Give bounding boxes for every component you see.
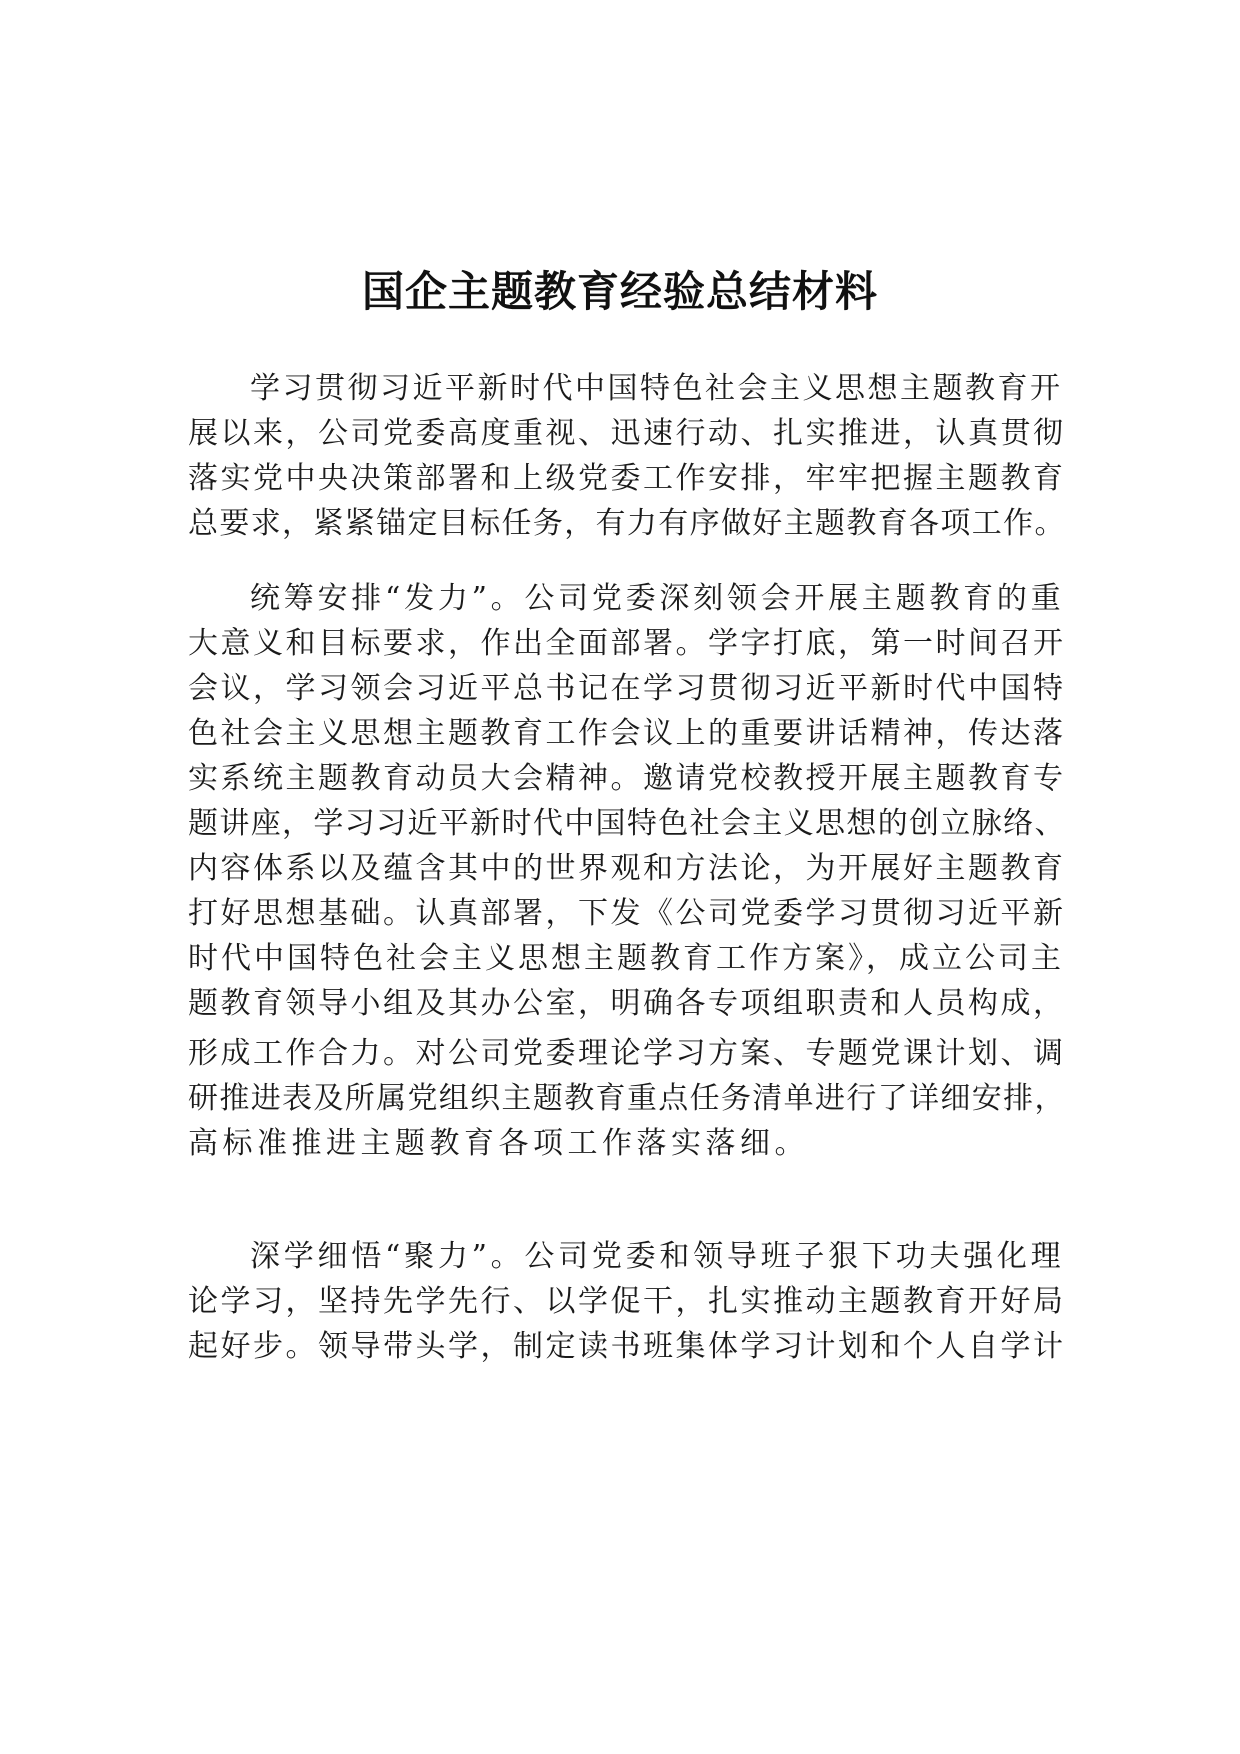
- paragraph-line: 总要求，紧紧锚定目标任务，有力有序做好主题教育各项工作。: [188, 506, 1066, 541]
- paragraph-line: 统筹安排“发力”。公司党委深刻领会开展主题教育的重: [250, 581, 1065, 616]
- paragraph-line: 学习贯彻习近平新时代中国特色社会主义思想主题教育开: [250, 371, 1063, 406]
- paragraph-line: 内容体系以及蕴含其中的世界观和方法论，为开展好主题教育: [188, 851, 1066, 886]
- paragraph-overall-planning: [188, 576, 1068, 1166]
- paragraph-intro: [188, 366, 1068, 546]
- paragraph-line: 起好步。领导带头学，制定读书班集体学习计划和个人自学计: [188, 1329, 1066, 1364]
- paragraph-line: 题教育领导小组及其办公室，明确各专项组职责和人员构成，: [188, 986, 1066, 1021]
- document-title: 国企主题教育经验总结材料: [361, 267, 878, 316]
- paragraph-deep-study: [188, 1234, 1068, 1369]
- paragraph-line: 题讲座，学习习近平新时代中国特色社会主义思想的创立脉络、: [188, 806, 1066, 841]
- paragraph-line: 会议，学习领会习近平总书记在学习贯彻习近平新时代中国特: [188, 671, 1066, 706]
- paragraph-line: 形成工作合力。对公司党委理论学习方案、专题党课计划、调: [188, 1036, 1066, 1071]
- paragraph-line: 色社会主义思想主题教育工作会议上的重要讲话精神，传达落: [188, 716, 1066, 751]
- paragraph-line: 打好思想基础。认真部署，下发《公司党委学习贯彻习近平新: [188, 896, 1066, 931]
- paragraph-line: 高标准推进主题教育各项工作落实落细。: [188, 1126, 809, 1161]
- paragraph-line: 大意义和目标要求，作出全面部署。学字打底，第一时间召开: [188, 626, 1066, 661]
- paragraph-line: 实系统主题教育动员大会精神。邀请党校教授开展主题教育专: [188, 761, 1066, 796]
- paragraph-line: 研推进表及所属党组织主题教育重点任务清单进行了详细安排，: [188, 1081, 1066, 1116]
- paragraph-line: 论学习，坚持先学先行、以学促干，扎实推动主题教育开好局: [188, 1284, 1066, 1319]
- paragraph-line: 时代中国特色社会主义思想主题教育工作方案》，成立公司主: [188, 941, 1064, 976]
- paragraph-line: 深学细悟“聚力”。公司党委和领导班子狠下功夫强化理: [250, 1239, 1065, 1274]
- paragraph-line: 落实党中央决策部署和上级党委工作安排，牢牢把握主题教育: [188, 461, 1066, 496]
- paragraph-line: 展以来，公司党委高度重视、迅速行动、扎实推进，认真贯彻: [188, 416, 1066, 451]
